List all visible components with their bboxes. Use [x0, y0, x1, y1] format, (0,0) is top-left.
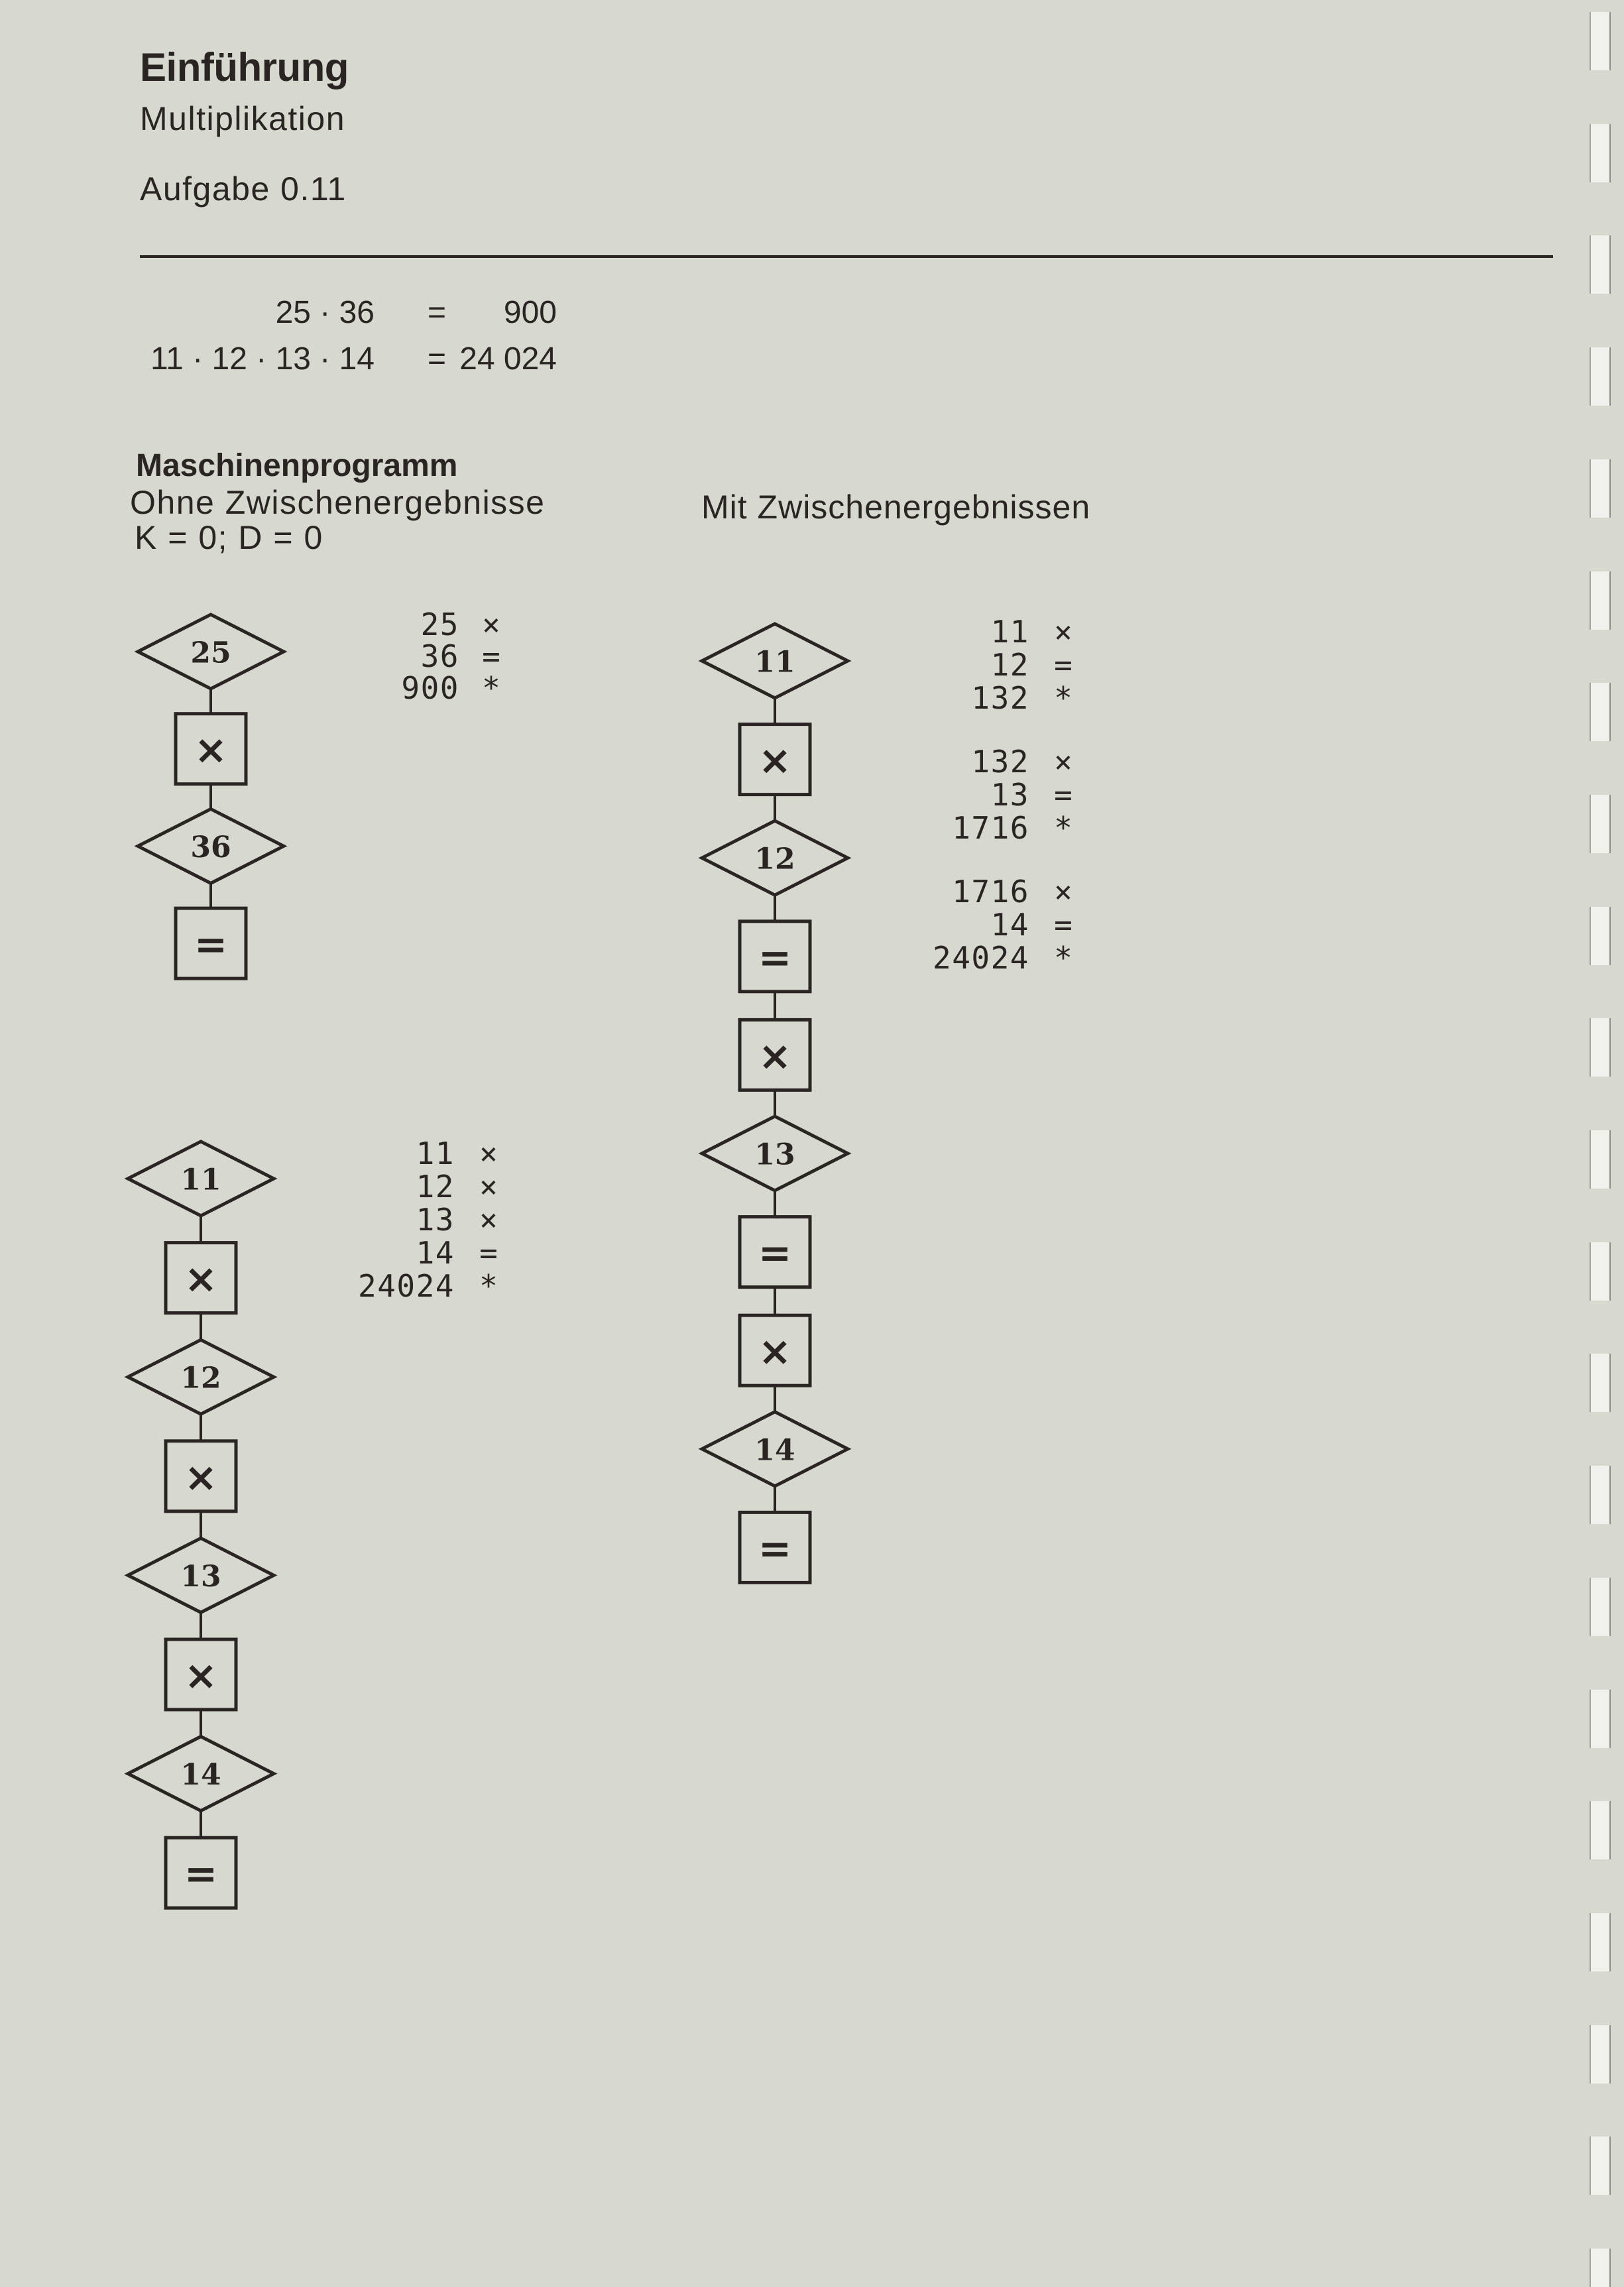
tape-number: 132	[971, 680, 1029, 716]
equation-expression: 25 · 36	[275, 295, 375, 330]
calculator-tape	[910, 615, 1076, 974]
tape-operator: *	[479, 1268, 498, 1304]
diamond-number-label: 11	[180, 1163, 221, 1197]
tape-number: 11	[990, 614, 1029, 650]
tape-line	[340, 640, 504, 672]
tape-group	[910, 745, 1076, 845]
tape-line	[910, 875, 1076, 908]
key-symbol: ×	[758, 1033, 792, 1080]
binding-hole	[1590, 2025, 1611, 2083]
tape-operator: *	[1054, 680, 1073, 716]
key-symbol: ×	[194, 727, 228, 774]
tape-number: 12	[416, 1169, 455, 1204]
tape-number: 132	[971, 744, 1029, 780]
binding-hole	[1590, 1913, 1611, 1971]
diamond-number-label: 12	[754, 842, 795, 876]
key-symbol: ×	[758, 737, 792, 784]
tape-number: 25	[420, 607, 459, 642]
tape-operator: =	[1054, 647, 1073, 683]
key-symbol: =	[758, 1525, 792, 1572]
binding-hole	[1590, 1354, 1611, 1412]
calculator-tape	[340, 609, 504, 704]
calculator-tape	[335, 1137, 502, 1303]
tape-operator: *	[1054, 810, 1073, 846]
tape-number: 13	[990, 777, 1029, 813]
tape-line	[335, 1203, 502, 1236]
tape-line	[335, 1236, 502, 1269]
tape-group	[335, 1137, 502, 1303]
tape-number: 12	[990, 647, 1029, 683]
binding-hole	[1590, 235, 1611, 294]
binding-hole	[1590, 795, 1611, 853]
tape-operator: *	[1054, 940, 1073, 976]
equation-result: 24 024	[459, 341, 557, 377]
diamond-number-label: 11	[754, 645, 795, 679]
binding-hole	[1590, 2249, 1611, 2287]
page-title: Einführung	[140, 45, 349, 89]
tape-line	[340, 609, 504, 640]
key-symbol: ×	[184, 1653, 218, 1699]
binding-hole	[1590, 1690, 1611, 1748]
binding-hole	[1590, 907, 1611, 965]
tape-operator: ×	[479, 1169, 498, 1204]
tape-number: 36	[420, 638, 459, 674]
equation-expression: 11 · 12 · 13 · 14	[150, 341, 375, 377]
program-heading: Maschinenprogramm	[136, 448, 458, 483]
key-symbol: =	[194, 921, 228, 968]
tape-operator: ×	[1054, 614, 1073, 650]
key-symbol: =	[758, 934, 792, 981]
binding-hole	[1590, 459, 1611, 518]
tape-operator: ×	[479, 1202, 498, 1238]
tape-group	[910, 615, 1076, 715]
equals-sign: =	[427, 341, 447, 377]
tape-line	[340, 672, 504, 704]
tape-operator: =	[1054, 777, 1073, 813]
tape-number: 900	[401, 670, 459, 706]
tape-number: 13	[416, 1202, 455, 1238]
tape-line	[910, 778, 1076, 811]
diamond-number-label: 14	[754, 1433, 795, 1468]
tape-line	[335, 1269, 502, 1303]
tape-operator: ×	[1054, 744, 1073, 780]
binding-hole	[1590, 1801, 1611, 1859]
key-symbol: =	[758, 1230, 792, 1277]
key-symbol: ×	[184, 1256, 218, 1303]
key-symbol: =	[184, 1851, 218, 1898]
right-column-caption: Mit Zwischenergebnissen	[701, 489, 1091, 526]
binding-hole	[1590, 2137, 1611, 2195]
tape-line	[910, 941, 1076, 974]
tape-number: 11	[416, 1136, 455, 1171]
tape-line	[910, 681, 1076, 715]
tape-group	[910, 875, 1076, 974]
binding-hole	[1590, 347, 1611, 406]
equals-sign: =	[427, 295, 447, 330]
diamond-number-label: 13	[180, 1559, 221, 1594]
tape-operator: =	[479, 1235, 498, 1271]
left-column-caption: Ohne Zwischenergebnisse	[130, 484, 546, 521]
tape-operator: *	[482, 670, 500, 706]
binding-hole	[1590, 1130, 1611, 1189]
diamond-number-label: 25	[190, 636, 231, 670]
tape-line	[335, 1170, 502, 1203]
tape-line	[910, 745, 1076, 778]
binding-hole	[1590, 1466, 1611, 1524]
tape-operator: ×	[482, 607, 500, 642]
binding-hole	[1590, 571, 1611, 630]
calculator-settings: K = 0; D = 0	[135, 519, 323, 556]
diamond-number-label: 36	[190, 830, 231, 864]
tape-group	[340, 609, 504, 704]
tape-line	[910, 811, 1076, 845]
binding-hole	[1590, 1578, 1611, 1636]
section-subtitle: Multiplikation	[140, 100, 346, 137]
tape-operator: =	[1054, 907, 1073, 943]
tape-line	[910, 615, 1076, 648]
equation-result: 900	[503, 295, 557, 330]
tape-number: 24024	[358, 1268, 455, 1304]
flowchart	[138, 615, 284, 978]
tape-number: 14	[990, 907, 1029, 943]
tape-line	[910, 648, 1076, 681]
diamond-number-label: 14	[180, 1758, 221, 1792]
flowchart	[128, 1142, 274, 1908]
tape-number: 1716	[952, 810, 1029, 846]
tape-number: 14	[416, 1235, 455, 1271]
tape-operator: ×	[1054, 874, 1073, 909]
flowchart	[702, 624, 848, 1582]
binding-hole	[1590, 1018, 1611, 1077]
key-symbol: ×	[184, 1454, 218, 1501]
binding-hole	[1590, 12, 1611, 70]
binding-hole	[1590, 683, 1611, 741]
binding-hole	[1590, 124, 1611, 182]
tape-operator: =	[482, 638, 500, 674]
exercise-label: Aufgabe 0.11	[140, 170, 347, 207]
tape-line	[910, 908, 1076, 941]
tape-number: 1716	[952, 874, 1029, 909]
diamond-number-label: 13	[754, 1138, 795, 1172]
diamond-number-label: 12	[180, 1361, 221, 1395]
tape-number: 24024	[933, 940, 1029, 976]
tape-operator: ×	[479, 1136, 498, 1171]
binding-hole	[1590, 1242, 1611, 1301]
tape-line	[335, 1137, 502, 1170]
key-symbol: ×	[758, 1328, 792, 1376]
